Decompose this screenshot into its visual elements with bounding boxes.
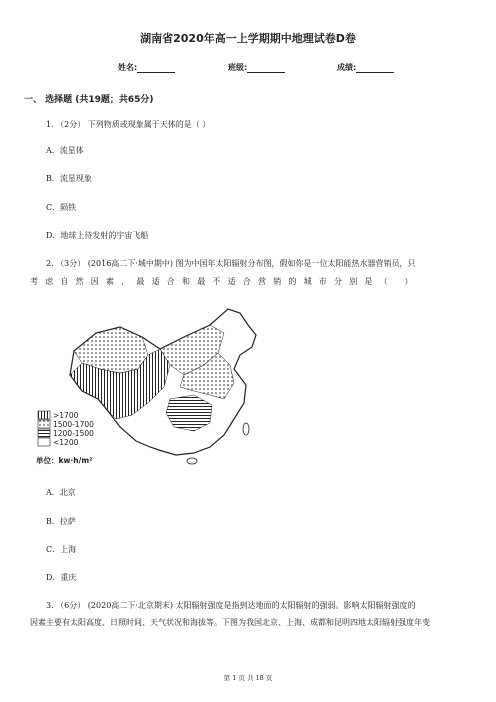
name-field [118, 62, 175, 73]
q2-option-d[interactable]: D．重庆 [46, 573, 77, 582]
map-legend [36, 411, 94, 465]
legend-label-2: 1500-1700 [53, 420, 94, 429]
score-label: 成绩: [337, 63, 357, 72]
question-1-stem: 1. （2分） 下列物质或现象属于天体的是（ ） [46, 120, 211, 129]
section-heading: 一、 选择题 (共19题；共65分) [24, 95, 154, 105]
name-label: 姓名: [118, 63, 138, 72]
score-field [337, 62, 394, 73]
class-label: 班级: [228, 63, 248, 72]
island-hainan [187, 458, 197, 464]
legend-label-4: <1200 [53, 438, 79, 447]
question-3-stem-line2: 因素主要有太阳高度、日照时间、天气状况和海拔等。下图为我国北京、上海、成都和昆明四地太阳辐射强度年变 [30, 618, 430, 627]
score-blank[interactable] [356, 64, 394, 73]
legend-label-3: 1200-1500 [53, 429, 94, 438]
q2-option-a[interactable]: A．北京 [46, 488, 76, 497]
class-field [228, 62, 285, 73]
page-footer: 第 1 页 共 18 页 [223, 674, 273, 682]
name-blank[interactable] [137, 64, 175, 73]
page-title: 湖南省2020年高一上学期期中地理试卷D卷 [140, 32, 356, 45]
question-2-stem-line2: 考虑自然因素，最适合和最不适合营销的城市分别是（ ） [30, 277, 420, 286]
class-blank[interactable] [247, 64, 285, 73]
question-2-stem-line1: 2. （3分） (2016高二下·城中期中) 图为中国年太阳辐射分布图，假如你是一位太阳能热水器营销员，只 [46, 259, 416, 268]
q1-option-c[interactable]: C．陨铁 [46, 203, 77, 212]
q1-option-d[interactable]: D．地球上待发射的宇宙飞船 [46, 231, 149, 240]
question-3-stem-line1: 3. （6分） (2020高二下·北京期末) 太阳辐射强度是指到达地面的太阳辐射的强弱。影响太阳辐射强度的 [46, 601, 416, 610]
china-solar-radiation-map [34, 303, 266, 468]
q1-option-b[interactable]: B．流星现象 [46, 174, 92, 183]
legend-label-1: >1700 [53, 411, 79, 420]
q2-option-b[interactable]: B．拉萨 [46, 517, 76, 526]
q1-option-a[interactable]: A．流星体 [46, 146, 84, 155]
q2-option-c[interactable]: C．上海 [46, 545, 77, 554]
legend-unit: 单位：kw·h/m² [36, 456, 93, 465]
island-taiwan [243, 423, 249, 435]
